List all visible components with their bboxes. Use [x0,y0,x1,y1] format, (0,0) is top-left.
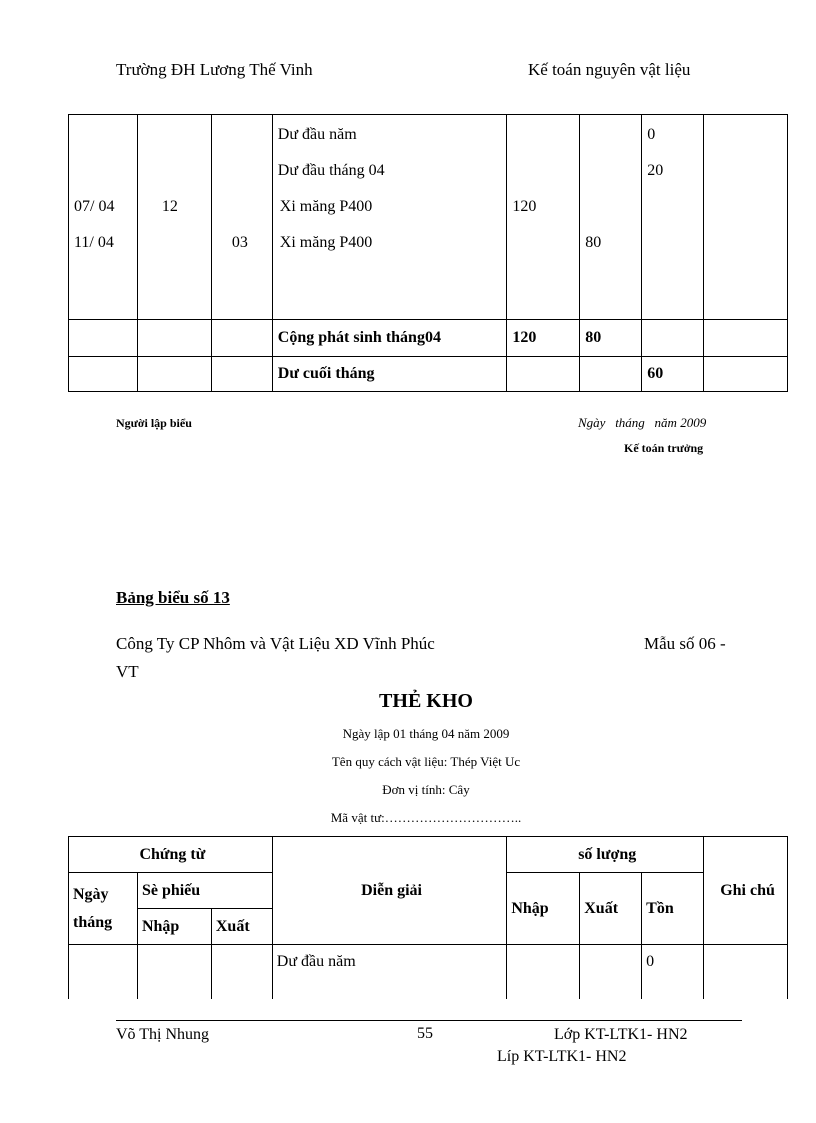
form-suffix: VT [116,662,139,681]
ending-stock: 60 [642,357,704,392]
header-vouchers: Chứng từ [69,837,273,873]
import-voucher-cell: 12 [137,115,211,320]
footer-divider [116,1020,742,1021]
total-export: 80 [580,320,642,357]
signature-date: Ngày tháng năm 2009 [578,415,707,430]
stock-qty-cell: 0 20 [642,115,704,320]
chief-accountant-label: Kế toán trưởng [624,441,704,455]
ledger-table [68,114,788,392]
material-code: Mã vật tư:………………………….. [330,810,522,825]
header-quantity: số lượng [507,837,704,873]
card-title: THẺ KHO [379,690,473,712]
header-notes: Ghi chú [704,837,788,945]
material-name: Tên quy cách vật liệu: Thép Việt Uc [331,754,521,769]
footer-class-duplicate: Líp KT-LTK1- HN2 [497,1048,627,1065]
page-number: 55 [417,1025,433,1042]
row-description: Dư đầu năm [272,945,507,1000]
header-export-voucher: Xuất [211,909,272,945]
total-row [69,320,788,357]
note-cell [704,115,788,320]
ending-balance-row [69,357,788,392]
preparer-label: Người lập biểu [116,416,192,430]
import-qty-cell: 120 [507,115,580,320]
header-subject: Kế toán nguyên vật liệu [528,60,691,79]
header-description: Diễn giải [272,837,507,945]
date-cell: 07/ 04 11/ 04 [69,115,138,320]
company-name: Công Ty CP Nhôm và Vật Liệu XD Vĩnh Phúc [116,634,435,653]
form-number: Mẫu số 06 - [644,634,726,653]
table-row [69,945,788,1000]
ending-label: Dư cuối tháng [272,357,507,392]
header-stock: Tồn [642,873,704,945]
unit-of-measure: Đơn vị tính: Cây [382,782,470,797]
stock-card-table [68,836,788,999]
header-voucher-number: Sè phiếu [137,873,272,909]
total-label: Cộng phát sinh tháng04 [272,320,507,357]
export-qty-cell: 80 [580,115,642,320]
date-created: Ngày lập 01 tháng 04 năm 2009 [342,726,510,741]
section-title: Bảng biểu số 13 [116,588,230,607]
total-import: 120 [507,320,580,357]
export-voucher-cell: 03 [211,115,272,320]
description-cell: Dư đầu năm Dư đầu tháng 04 Xi măng P400 Xi măng P400 [272,115,507,320]
header-date: Ngày tháng [69,873,138,945]
header-import: Nhập [507,873,580,945]
header-export: Xuất [580,873,642,945]
header-import-voucher: Nhập [137,909,211,945]
header-school: Trường ĐH Lương Thế Vinh [116,60,313,79]
row-stock: 0 [642,945,704,1000]
footer-class: Lớp KT-LTK1- HN2 [554,1026,688,1043]
footer-author: Võ Thị Nhung [116,1026,210,1043]
